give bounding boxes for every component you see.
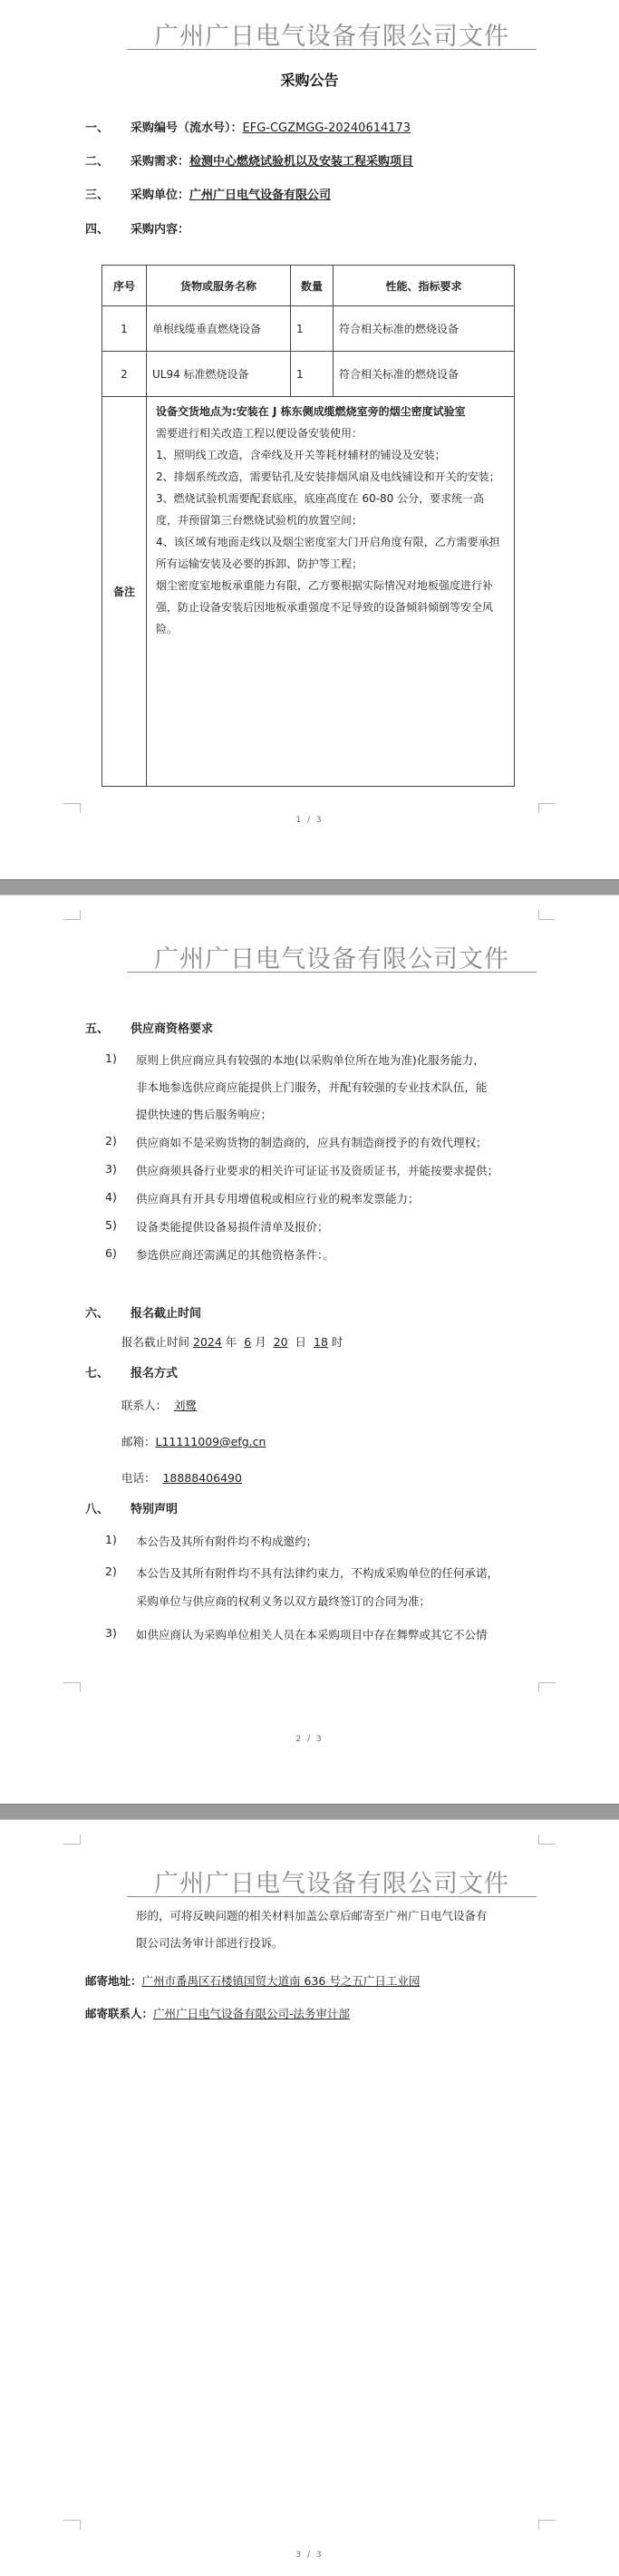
deadline-month: 6 xyxy=(244,1335,252,1349)
address-value: 广州市番禺区石楼镇国贸大道南 636 号之五广日工业园 xyxy=(141,1974,421,1988)
contact-phone: 电话： 18888406490 xyxy=(121,1471,242,1485)
procurement-table xyxy=(102,265,515,787)
email-link[interactable]: L11111009@efg.cn xyxy=(155,1435,266,1448)
section-2-number: 二、 xyxy=(85,155,110,169)
section-5-number: 五、 xyxy=(85,1022,110,1036)
cell-no: 2 xyxy=(102,352,147,397)
table-row xyxy=(102,352,515,397)
cell-qty: 1 xyxy=(291,352,334,397)
table-row xyxy=(102,306,515,352)
col-header-req: 性能、指标要求 xyxy=(334,266,515,306)
procurement-requirement xyxy=(131,151,413,169)
cell-req: 符合相关标准的燃烧设备 xyxy=(334,306,515,352)
section-7-title: 报名方式 xyxy=(131,1367,179,1380)
remark-line: 4、该区域有地面走线以及烟尘密度室大门开启角度有限，乙方需要承担所有运输安装及必要的拆卸、防护等工程； xyxy=(156,536,500,570)
remark-line: 3、燃烧试验机需要配套底座，底座高度在 60-80 公分，要求统一高度，并预留第三台燃烧试验机的放置空间； xyxy=(156,492,485,527)
corner-mark xyxy=(63,803,81,813)
mailing-recipient: 邮寄联系人：广州广日电气设备有限公司-法务审计部 xyxy=(85,2007,351,2020)
procurement-number xyxy=(131,118,411,135)
cell-name: 单根线缆垂直燃烧设备 xyxy=(147,306,291,352)
remark-label: 备注 xyxy=(102,397,147,787)
deadline-year: 2024 xyxy=(193,1335,222,1349)
remark-text xyxy=(152,397,508,644)
remark-line: 烟尘密度室地板承重能力有限，乙方要根据实际情况对地板强度进行补强，防止设备安装后因地板承重强度不足导致的设备倾斜倾倒等安全风险。 xyxy=(156,579,494,635)
remark-line: 2、排烟系统改造，需要钻孔及安装排烟风扇及电线铺设和开关的安装； xyxy=(156,470,500,483)
unit-value: 广州广日电气设备有限公司 xyxy=(189,189,332,202)
cell-qty: 1 xyxy=(291,306,334,352)
document-title: 采购公告 xyxy=(280,72,339,89)
contact-person: 联系人： 刘鹭 xyxy=(121,1399,197,1412)
phone-number: 18888406490 xyxy=(162,1471,242,1485)
mailing-address: 邮寄地址：广州市番禺区石楼镇国贸大道南 636 号之五广日工业园 xyxy=(85,1974,421,1988)
page-number: 3 / 3 xyxy=(295,2551,324,2560)
corner-mark xyxy=(538,1835,556,1845)
corner-mark xyxy=(63,1835,81,1845)
page-number: 1 / 3 xyxy=(295,816,324,825)
cell-name: UL94 标准燃烧设备 xyxy=(147,352,291,397)
table-header-row xyxy=(102,266,515,306)
section-7-number: 七、 xyxy=(85,1367,110,1380)
contact-email: 邮箱：L11111009@efg.cn xyxy=(121,1435,266,1448)
procurement-number-label: 采购编号（流水号）： xyxy=(131,121,243,135)
corner-mark xyxy=(538,2520,556,2530)
section-6-title: 报名截止时间 xyxy=(131,1307,202,1321)
page-header: 广州广日电气设备有限公司文件 xyxy=(154,23,509,51)
page-2: 广州广日电气设备有限公司文件 五、 供应商资格要求 1) 原则上供应商应具有较强的本地(以采购单位所在地为准)化服务能力， 非本地参选供应商应能提供上门服务，并配有较强的专业技术队伍，能 提供快速的售后服务响应； 2) 供应商如不是采购货物的制造商的，应具有制造商授予的有效代理权； 3) 供应商须具备行业要求的相关许可证证书及资质证书，并能按要求提供； 4) 供应商具有开具专用增值税或相应行业的税率发票能力； 5) 设备类能提供设备易损件清单及报价； 6) 参选供应商还需满足的其他资格条件：。 六、 报名截止时间 报名截止时间 2024 年 6 月 20 日 18 时 七、 报名方式 联系人： 刘鹭 邮箱：L11111009@efg.cn 电话： 18888406490 八、 特别声明 1) 本公告及其所有附件均不构成邀约； 2) 本公告及其所有附件均不具有法律约束力，不构成采购单位的任何承诺， 采购单位与供应商的权利义务以双方最终签订的合同为准； 3) 如供应商认为采购单位相关人员在本采购项目中存在舞弊或其它不公情 2 / 3 xyxy=(0,896,619,1784)
remark-line: 需要进行相关改造工程以便设备安装使用： xyxy=(156,427,363,440)
corner-mark xyxy=(538,1682,556,1692)
col-header-no: 序号 xyxy=(102,266,147,306)
corner-mark xyxy=(63,1682,81,1692)
continued-text: 形的，可将反映问题的相关材料加盖公章后邮寄至广州广日电气设备有 xyxy=(136,1909,488,1922)
col-header-qty: 数量 xyxy=(291,266,334,306)
header-rule xyxy=(127,972,537,973)
contact-name: 刘鹭 xyxy=(173,1399,197,1412)
unit-label: 采购单位： xyxy=(131,189,190,202)
page-3 xyxy=(0,1820,619,2576)
page-header: 广州广日电气设备有限公司文件 xyxy=(154,1870,509,1898)
corner-mark xyxy=(538,803,556,813)
page-1 xyxy=(0,0,619,877)
corner-mark xyxy=(538,910,556,920)
procurement-content-label: 采购内容： xyxy=(131,223,190,237)
requirement-label: 采购需求： xyxy=(131,155,190,169)
page-separator xyxy=(0,879,619,896)
header-rule xyxy=(127,1896,537,1897)
remark-line: 设备交货地点为:安装在 J 栋东侧成缆燃烧室旁的烟尘密度试验室 xyxy=(156,405,466,418)
procurement-unit xyxy=(131,185,331,202)
procurement-number-value: EFG-CGZMGG-20240614173 xyxy=(242,121,411,135)
cell-no: 1 xyxy=(102,306,147,352)
col-header-name: 货物或服务名称 xyxy=(147,266,291,306)
remark-line: 1、照明线工改造，含牵线及开关等耗材辅材的铺设及安装； xyxy=(156,449,446,461)
page-number: 2 / 3 xyxy=(295,1735,324,1744)
corner-mark xyxy=(63,910,81,920)
corner-mark xyxy=(63,2520,81,2530)
deadline-day: 20 xyxy=(273,1335,288,1349)
section-4-number: 四、 xyxy=(85,223,110,237)
recipient-value: 广州广日电气设备有限公司-法务审计部 xyxy=(153,2007,351,2020)
section-8-title: 特别声明 xyxy=(131,1503,179,1516)
deadline-text: 报名截止时间 2024 年 6 月 20 日 18 时 xyxy=(121,1335,343,1349)
header-rule xyxy=(127,49,537,50)
page-header: 广州广日电气设备有限公司文件 xyxy=(154,945,509,973)
section-1-number: 一、 xyxy=(85,121,110,135)
section-6-number: 六、 xyxy=(85,1307,110,1321)
deadline-hour: 18 xyxy=(314,1335,328,1349)
section-8-number: 八、 xyxy=(85,1503,110,1516)
continued-text: 限公司法务审计部进行投诉。 xyxy=(136,1936,284,1950)
requirement-value: 检测中心燃烧试验机以及安装工程采购项目 xyxy=(189,155,414,169)
section-3-number: 三、 xyxy=(85,189,110,202)
section-5-title: 供应商资格要求 xyxy=(131,1022,214,1036)
cell-req: 符合相关标准的燃烧设备 xyxy=(334,352,515,397)
remark-cell xyxy=(147,397,515,787)
remark-row xyxy=(102,397,515,787)
page-separator xyxy=(0,1804,619,1820)
